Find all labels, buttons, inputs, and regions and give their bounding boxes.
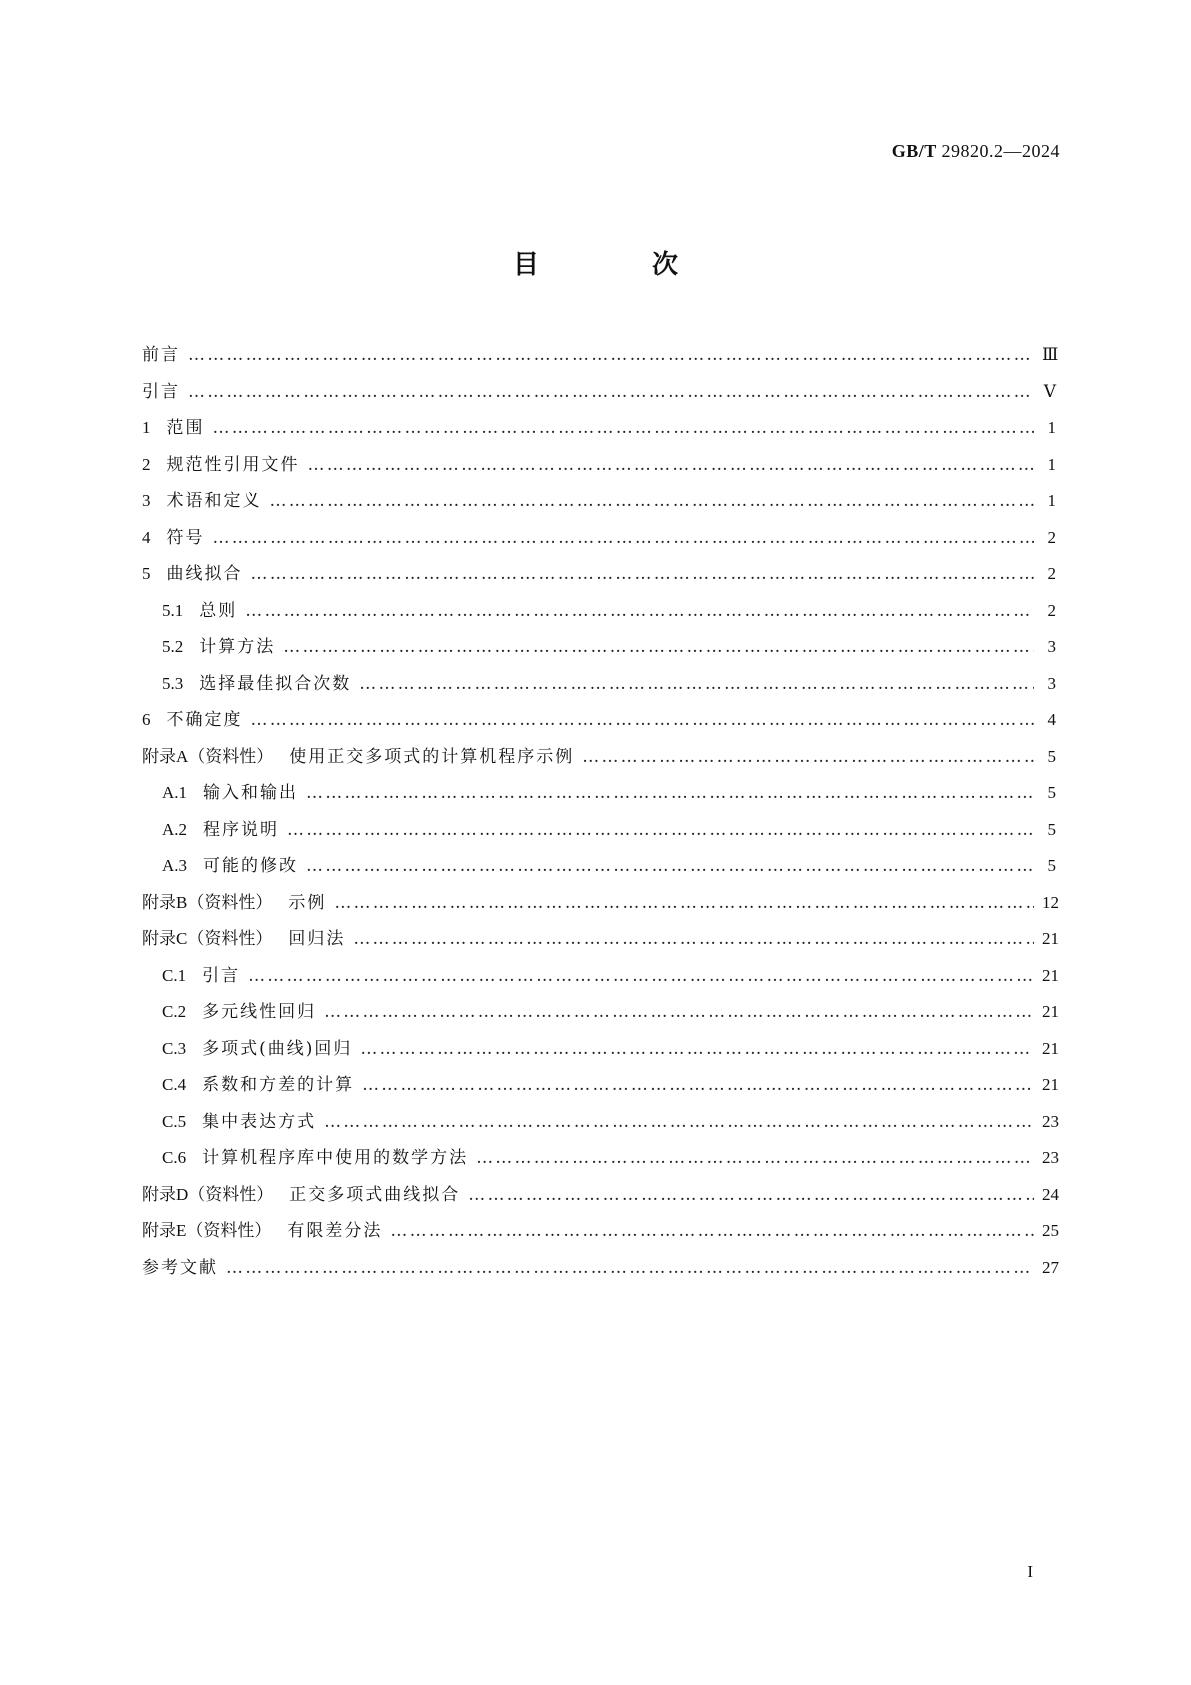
toc-entry-number: 5.2 — [162, 637, 184, 656]
toc-entry-number: 3 — [142, 491, 151, 510]
toc-leader-dots — [362, 1075, 1034, 1095]
toc-leader-dots — [476, 1148, 1034, 1168]
toc-entry-page: 12 — [1042, 892, 1059, 912]
toc-entry[interactable] — [142, 377, 1056, 414]
toc-entry-page: 27 — [1042, 1257, 1059, 1277]
toc-entry[interactable] — [142, 1107, 1059, 1144]
toc-entry-number: A.1 — [162, 783, 188, 802]
toc-entry[interactable] — [142, 815, 1056, 852]
toc-leader-dots — [324, 1002, 1034, 1022]
toc-entry-number: 5.3 — [162, 673, 184, 693]
toc-entry[interactable] — [142, 486, 1056, 523]
toc-entry-label: 总则 — [199, 600, 238, 621]
toc-entry-label: 输入和输出 — [203, 783, 299, 803]
toc-entry-label: 示例 — [288, 892, 327, 913]
toc-entry-number: 6 — [142, 710, 151, 729]
toc-entry[interactable] — [142, 778, 1056, 815]
toc-leader-dots — [468, 1185, 1034, 1205]
toc-leader-dots — [283, 637, 1034, 657]
toc-entry-page: 1 — [1047, 454, 1056, 474]
toc-entry-label: 集中表达方式 — [202, 1111, 317, 1132]
toc-entry-page: 25 — [1042, 1221, 1059, 1240]
toc-entry[interactable] — [142, 1180, 1059, 1217]
toc-entry-number: A.3 — [162, 856, 188, 875]
toc-entry-label: 多元线性回归 — [202, 1002, 317, 1022]
toc-entry-label: 使用正交多项式的计算机程序示例 — [289, 746, 575, 767]
toc-entry[interactable] — [142, 413, 1056, 450]
toc-entry[interactable] — [142, 340, 1059, 377]
toc-entry-label: 有限差分法 — [287, 1221, 383, 1241]
toc-leader-dots — [287, 820, 1034, 840]
toc-entry[interactable] — [142, 450, 1056, 487]
toc-entry[interactable] — [142, 1143, 1059, 1180]
toc-entry-number: C.4 — [162, 1075, 187, 1094]
toc-entry-page: 5 — [1047, 746, 1056, 766]
toc-entry[interactable] — [142, 997, 1059, 1034]
toc-entry-page: 23 — [1042, 1148, 1059, 1167]
toc-leader-dots — [213, 418, 1035, 438]
toc-entry-number: 4 — [142, 527, 151, 547]
toc-entry[interactable] — [142, 523, 1056, 560]
standard-number: 29820.2—2024 — [941, 141, 1060, 161]
toc-entry[interactable] — [142, 961, 1059, 998]
toc-leader-dots — [245, 601, 1034, 621]
toc-leader-dots — [213, 528, 1035, 548]
toc-leader-dots — [582, 747, 1034, 767]
toc-entry-label: 多项式(曲线)回归 — [202, 1038, 353, 1059]
toc-entry-page: 21 — [1042, 965, 1059, 985]
toc-entry-page: 21 — [1042, 1002, 1059, 1021]
toc-entry-label: 选择最佳拟合次数 — [199, 673, 352, 694]
toc-entry-number: C.1 — [162, 965, 187, 985]
toc-entry[interactable] — [142, 888, 1059, 925]
toc-entry[interactable] — [142, 632, 1056, 669]
toc-entry-number: 附录A（资料性） — [142, 746, 274, 766]
toc-entry-number: A.2 — [162, 819, 188, 839]
toc-entry[interactable] — [142, 1034, 1059, 1071]
toc-entry-page: 21 — [1042, 1075, 1059, 1094]
toc-entry-page: 4 — [1047, 710, 1056, 729]
toc-leader-dots — [270, 491, 1035, 511]
toc-entry-label: 前言 — [142, 345, 180, 365]
toc-leader-dots — [188, 382, 1034, 402]
toc-entry-page: 3 — [1047, 673, 1056, 693]
toc-entry-label: 程序说明 — [203, 819, 280, 840]
toc-entry[interactable] — [142, 1253, 1059, 1290]
toc-entry-number: 5 — [142, 564, 151, 583]
toc-entry-label: 参考文献 — [142, 1257, 218, 1278]
toc-entry-label: 引言 — [202, 965, 241, 986]
toc-entry-page: 23 — [1042, 1111, 1059, 1131]
table-of-contents — [142, 340, 1059, 1289]
toc-leader-dots — [360, 1039, 1034, 1059]
toc-leader-dots — [390, 1221, 1034, 1241]
toc-leader-dots — [248, 966, 1034, 986]
toc-leader-dots — [188, 345, 1034, 365]
standard-prefix: GB/T — [891, 141, 937, 161]
toc-entry-page: 21 — [1042, 929, 1059, 948]
toc-entry-label: 曲线拟合 — [166, 564, 243, 584]
toc-entry-label: 正交多项式曲线拟合 — [289, 1184, 461, 1205]
toc-leader-dots — [353, 929, 1034, 949]
toc-entry-page: 1 — [1047, 491, 1056, 510]
toc-entry-page: Ⅴ — [1043, 381, 1056, 401]
toc-entry-label: 规范性引用文件 — [166, 454, 300, 475]
toc-entry-number: 5.1 — [162, 600, 184, 620]
toc-entry-label: 计算方法 — [199, 637, 276, 657]
toc-entry-number: 附录C（资料性） — [142, 929, 273, 948]
toc-entry[interactable] — [142, 1070, 1059, 1107]
toc-entry-page: 1 — [1047, 418, 1056, 437]
toc-entry[interactable] — [142, 924, 1059, 961]
toc-entry[interactable] — [142, 596, 1056, 633]
page-title: 目 次 — [512, 250, 731, 280]
toc-entry-page: 2 — [1047, 564, 1056, 583]
toc-entry-page: 3 — [1047, 637, 1056, 656]
toc-entry-number: C.5 — [162, 1111, 187, 1131]
toc-entry-label: 引言 — [142, 381, 180, 402]
toc-leader-dots — [226, 1258, 1034, 1278]
toc-leader-dots — [324, 1112, 1034, 1132]
toc-entry-number: C.3 — [162, 1038, 187, 1058]
toc-entry[interactable] — [142, 851, 1056, 888]
toc-leader-dots — [306, 856, 1034, 876]
toc-leader-dots — [308, 455, 1035, 475]
toc-entry-label: 可能的修改 — [203, 856, 299, 876]
toc-entry-number: C.6 — [162, 1148, 187, 1167]
toc-entry-page: 2 — [1047, 600, 1056, 620]
toc-entry[interactable] — [142, 705, 1056, 742]
toc-entry-page: 21 — [1042, 1038, 1059, 1058]
toc-entry-page: 24 — [1042, 1184, 1059, 1204]
toc-leader-dots — [306, 783, 1034, 803]
toc-entry-label: 符号 — [166, 527, 205, 548]
toc-entry-label: 系数和方差的计算 — [202, 1075, 355, 1095]
document-code — [892, 141, 1060, 162]
toc-entry-page: 5 — [1047, 856, 1056, 875]
toc-entry-label: 范围 — [166, 418, 205, 438]
toc-entry-label: 术语和定义 — [166, 491, 262, 511]
toc-entry[interactable] — [142, 669, 1056, 706]
toc-entry-page: 2 — [1047, 527, 1056, 547]
toc-entry[interactable] — [142, 742, 1056, 779]
toc-entry-label: 回归法 — [288, 929, 346, 949]
toc-entry-number: 附录B（资料性） — [142, 892, 273, 912]
toc-entry-page: Ⅲ — [1042, 345, 1059, 364]
toc-entry-number: C.2 — [162, 1002, 187, 1021]
toc-entry-number: 附录E（资料性） — [142, 1221, 272, 1240]
toc-entry-label: 不确定度 — [166, 710, 243, 730]
toc-entry[interactable] — [142, 559, 1056, 596]
toc-leader-dots — [334, 893, 1034, 913]
toc-leader-dots — [359, 674, 1034, 694]
toc-entry-label: 计算机程序库中使用的数学方法 — [202, 1148, 469, 1168]
toc-leader-dots — [251, 564, 1035, 584]
page-number: I — [1027, 1562, 1033, 1581]
toc-entry-page: 5 — [1047, 783, 1056, 802]
toc-leader-dots — [251, 710, 1035, 730]
toc-entry-page: 5 — [1047, 819, 1056, 839]
toc-entry-number: 2 — [142, 454, 151, 474]
toc-entry-number: 1 — [142, 418, 151, 437]
toc-entry-number: 附录D（资料性） — [142, 1184, 274, 1204]
toc-entry[interactable] — [142, 1216, 1059, 1253]
